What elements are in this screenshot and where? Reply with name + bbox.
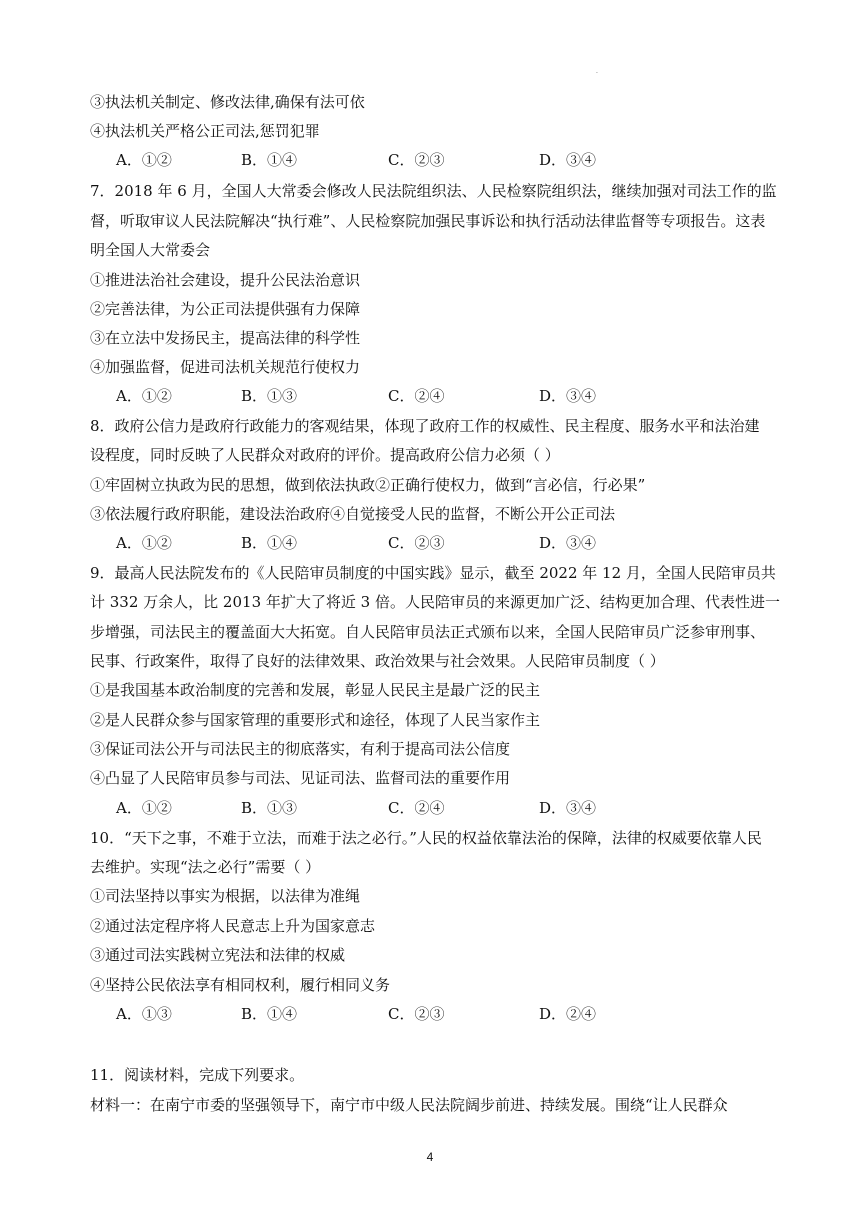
text-line-q7-stem-1: 7．2018 年 6 月，全国人大常委会修改人民法院组织法、人民检察院组织法，继续加强对司法工作的监 xyxy=(90,182,777,200)
text-line-q7-stem-3: 明全国人大常委会 xyxy=(90,241,211,259)
answer-option-a: A．①② xyxy=(116,799,172,817)
text-line-q9-stem-4: 民事、行政案件，取得了良好的法律效果、政治效果与社会效果。人民陪审员制度（ ） xyxy=(90,652,665,670)
text-line-q10-opt1: ①司法坚持以事实为根据，以法律为准绳 xyxy=(90,887,361,905)
text-line-q8-stem-1: 8．政府公信力是政府行政能力的客观结果，体现了政府工作的权威性、民主程度、服务水平和法治建 xyxy=(90,417,760,435)
text-line-q10-stem-1: 10．“天下之事，不难于立法，而难于法之必行。”人民的权益依靠法治的保障，法律的权威要依靠人民 xyxy=(90,829,762,847)
text-line-q7-opt4: ④加强监督，促进司法机关规范行使权力 xyxy=(90,358,361,376)
text-line-q7-stem-2: 督，听取审议人民法院解决“执行难”、人民检察院加强民事诉讼和执行活动法律监督等专项报告。这表 xyxy=(90,212,766,230)
text-line-q9-opt1: ①是我国基本政治制度的完善和发展，彰显人民民主是最广泛的民主 xyxy=(90,681,541,699)
answer-option-a: A．①③ xyxy=(116,1005,172,1023)
answer-option-d: D．③④ xyxy=(539,799,597,817)
answer-option-a: A．①② xyxy=(116,151,172,169)
text-line-q10-stem-2: 去维护。实现“法之必行”需要（ ） xyxy=(90,858,321,876)
text-line-q9-stem-3: 步增强，司法民主的覆盖面大大拓宽。自人民陪审员法正式颁布以来，全国人民陪审员广泛参审刑事、 xyxy=(90,623,766,641)
text-line-q9-opt3: ③保证司法公开与司法民主的彻底落实，有利于提高司法公信度 xyxy=(90,740,511,758)
answer-option-d: D．③④ xyxy=(539,534,597,552)
answer-option-b: B．①④ xyxy=(241,1005,298,1023)
answer-option-c: C．②③ xyxy=(388,1005,445,1023)
text-line-q6-opt4: ④执法机关严格公正司法,惩罚犯罪 xyxy=(90,122,320,140)
text-line-q11-material-1: 材料一：在南宁市委的坚强领导下，南宁市中级人民法院阔步前进、持续发展。围绕“让人民群众 xyxy=(90,1096,728,1114)
text-line-q10-opt3: ③通过司法实践树立宪法和法律的权威 xyxy=(90,946,346,964)
answer-option-b: B．①④ xyxy=(241,534,298,552)
answer-row-q8 xyxy=(116,533,716,553)
answer-row-q7 xyxy=(116,386,716,406)
text-line-q8-opt12: ①牢固树立执政为民的思想，做到依法执政②正确行使权力，做到“言必信，行必果” xyxy=(90,476,646,494)
answer-option-c: C．②③ xyxy=(388,151,445,169)
answer-option-a: A．①② xyxy=(116,534,172,552)
answer-row-q6 xyxy=(116,150,716,170)
answer-row-q10 xyxy=(116,1004,716,1024)
answer-option-c: C．②④ xyxy=(388,387,445,405)
text-line-q9-opt4: ④凸显了人民陪审员参与司法、见证司法、监督司法的重要作用 xyxy=(90,769,511,787)
page-number: 4 xyxy=(426,1150,434,1164)
text-line-q9-stem-2: 计 332 万余人，比 2013 年扩大了将近 3 倍。人民陪审员的来源更加广泛、结构更加合理、代表性进一 xyxy=(90,593,780,611)
text-line-q9-opt2: ②是人民群众参与国家管理的重要形式和途径，体现了人民当家作主 xyxy=(90,711,541,729)
text-line-q8-stem-2: 设程度，同时反映了人民群众对政府的评价。提高政府公信力必须（ ） xyxy=(90,446,560,464)
answer-option-b: B．①④ xyxy=(241,151,298,169)
text-line-q11-stem: 11．阅读材料，完成下列要求。 xyxy=(90,1066,305,1084)
answer-option-c: C．②③ xyxy=(388,534,445,552)
answer-option-d: D．③④ xyxy=(539,387,597,405)
text-line-q7-opt1: ①推进法治社会建设，提升公民法治意识 xyxy=(90,271,361,289)
answer-option-b: B．①③ xyxy=(241,799,298,817)
answer-option-d: D．③④ xyxy=(539,151,597,169)
header-dot: . xyxy=(596,68,598,75)
answer-option-b: B．①③ xyxy=(241,387,298,405)
answer-option-a: A．①② xyxy=(116,387,172,405)
text-line-q10-opt4: ④坚持公民依法享有相同权利，履行相同义务 xyxy=(90,976,391,994)
text-line-q7-opt3: ③在立法中发扬民主，提高法律的科学性 xyxy=(90,329,361,347)
answer-option-d: D．②④ xyxy=(539,1005,597,1023)
text-line-q6-opt3: ③执法机关制定、修改法律,确保有法可依 xyxy=(90,93,365,111)
text-line-q9-stem-1: 9．最高人民法院发布的《人民陪审员制度的中国实践》显示，截至 2022 年 12 月，全国人民陪审员共 xyxy=(90,564,776,582)
text-line-q8-opt34: ③依法履行政府职能，建设法治政府④自觉接受人民的监督，不断公开公正司法 xyxy=(90,505,616,523)
text-line-q10-opt2: ②通过法定程序将人民意志上升为国家意志 xyxy=(90,917,376,935)
answer-row-q9 xyxy=(116,798,716,818)
text-line-q7-opt2: ②完善法律，为公正司法提供强有力保障 xyxy=(90,300,361,318)
answer-option-c: C．②④ xyxy=(388,799,445,817)
